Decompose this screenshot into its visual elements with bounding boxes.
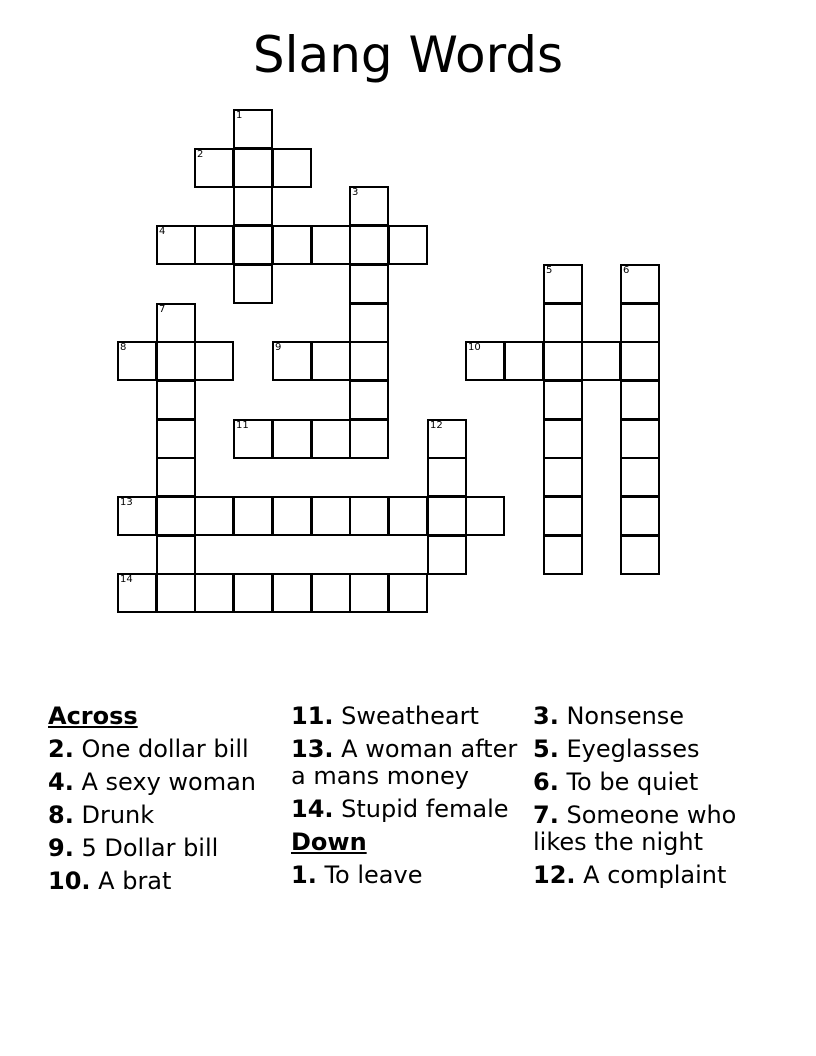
grid-cell[interactable] [156,457,196,497]
clue-column-2 [291,703,526,895]
grid-cell[interactable] [543,264,583,304]
grid-cell[interactable] [349,303,389,343]
grid-cell[interactable] [156,419,196,459]
clue-number: 14 [120,574,133,585]
grid-cell[interactable] [117,341,157,381]
grid-cell[interactable] [311,341,351,381]
clue-number: 9 [275,342,282,353]
clue-number: 12 [430,420,443,431]
grid-cell[interactable] [543,419,583,459]
grid-cell[interactable] [581,341,621,381]
clue-down-7: 7. Someone who likes the night [533,801,737,856]
grid-cell[interactable] [465,496,505,536]
clue-across-13: 13. A woman after a mans money [291,735,518,790]
grid-cell[interactable] [349,496,389,536]
grid-cell[interactable] [272,148,312,188]
grid-cell[interactable] [349,186,389,226]
clue-across-2: 2. One dollar bill [48,735,249,763]
grid-cell[interactable] [388,573,428,613]
clue-down-6: 6. To be quiet [533,768,699,796]
grid-cell[interactable] [272,341,312,381]
grid-cell[interactable] [620,380,660,420]
grid-cell[interactable] [620,457,660,497]
clue-column-1 [48,703,283,901]
clue-number: 6 [623,265,630,276]
grid-cell[interactable] [272,573,312,613]
grid-cell[interactable] [194,225,234,265]
clue-number: 4 [159,226,166,237]
across-heading: Across [48,702,138,730]
clue-number: 8 [120,342,127,353]
grid-cell[interactable] [233,496,273,536]
grid-cell[interactable] [272,496,312,536]
clue-number: 1 [236,110,243,121]
clue-across-10: 10. A brat [48,867,172,895]
grid-cell[interactable] [311,573,351,613]
grid-cell[interactable] [543,496,583,536]
clue-number: 5 [546,265,553,276]
clue-across-8: 8. Drunk [48,801,155,829]
grid-cell[interactable] [388,496,428,536]
grid-cell[interactable] [620,264,660,304]
clue-number: 3 [352,187,359,198]
grid-cell[interactable] [233,264,273,304]
grid-cell[interactable] [427,496,467,536]
grid-cell[interactable] [272,225,312,265]
grid-cell[interactable] [194,573,234,613]
grid-cell[interactable] [117,573,157,613]
grid-cell[interactable] [311,496,351,536]
grid-cell[interactable] [504,341,544,381]
grid-cell[interactable] [156,303,196,343]
clue-number: 7 [159,304,166,315]
clue-across-11: 11. Sweatheart [291,702,479,730]
clue-number: 11 [236,420,249,431]
grid-cell[interactable] [349,264,389,304]
grid-cell[interactable] [349,573,389,613]
grid-cell[interactable] [311,225,351,265]
grid-cell[interactable] [156,573,196,613]
grid-cell[interactable] [194,148,234,188]
clue-down-3: 3. Nonsense [533,702,685,730]
grid-cell[interactable] [233,148,273,188]
grid-cell[interactable] [233,109,273,149]
grid-cell[interactable] [427,419,467,459]
page-title: Slang Words [252,26,564,84]
grid-cell[interactable] [233,419,273,459]
grid-cell[interactable] [427,457,467,497]
grid-cell[interactable] [465,341,505,381]
grid-cell[interactable] [156,225,196,265]
grid-cell[interactable] [620,303,660,343]
grid-cell[interactable] [349,341,389,381]
grid-cell[interactable] [156,496,196,536]
grid-cell[interactable] [620,535,660,575]
grid-cell[interactable] [272,419,312,459]
grid-cell[interactable] [311,419,351,459]
down-heading: Down [291,828,367,856]
grid-cell[interactable] [427,535,467,575]
grid-cell[interactable] [349,225,389,265]
grid-cell[interactable] [543,457,583,497]
grid-cell[interactable] [233,225,273,265]
clue-column-3 [533,703,768,895]
clue-number: 13 [120,497,133,508]
grid-cell[interactable] [194,341,234,381]
clue-number: 2 [197,149,204,160]
clue-down-12: 12. A complaint [533,861,727,889]
clue-across-4: 4. A sexy woman [48,768,257,796]
grid-cell[interactable] [620,419,660,459]
grid-cell[interactable] [194,496,234,536]
grid-cell[interactable] [543,341,583,381]
grid-cell[interactable] [543,303,583,343]
grid-cell[interactable] [156,341,196,381]
grid-cell[interactable] [620,496,660,536]
grid-cell[interactable] [543,535,583,575]
grid-cell[interactable] [349,380,389,420]
grid-cell[interactable] [117,496,157,536]
grid-cell[interactable] [388,225,428,265]
clue-number: 10 [468,342,481,353]
grid-cell[interactable] [349,419,389,459]
grid-cell[interactable] [156,535,196,575]
grid-cell[interactable] [620,341,660,381]
grid-cell[interactable] [156,380,196,420]
clue-across-14: 14. Stupid female [291,795,509,823]
grid-cell[interactable] [543,380,583,420]
clue-across-9: 9. 5 Dollar bill [48,834,219,862]
grid-cell[interactable] [233,573,273,613]
clue-down-1: 1. To leave [291,861,423,889]
grid-cell[interactable] [233,186,273,226]
clue-down-5: 5. Eyeglasses [533,735,700,763]
